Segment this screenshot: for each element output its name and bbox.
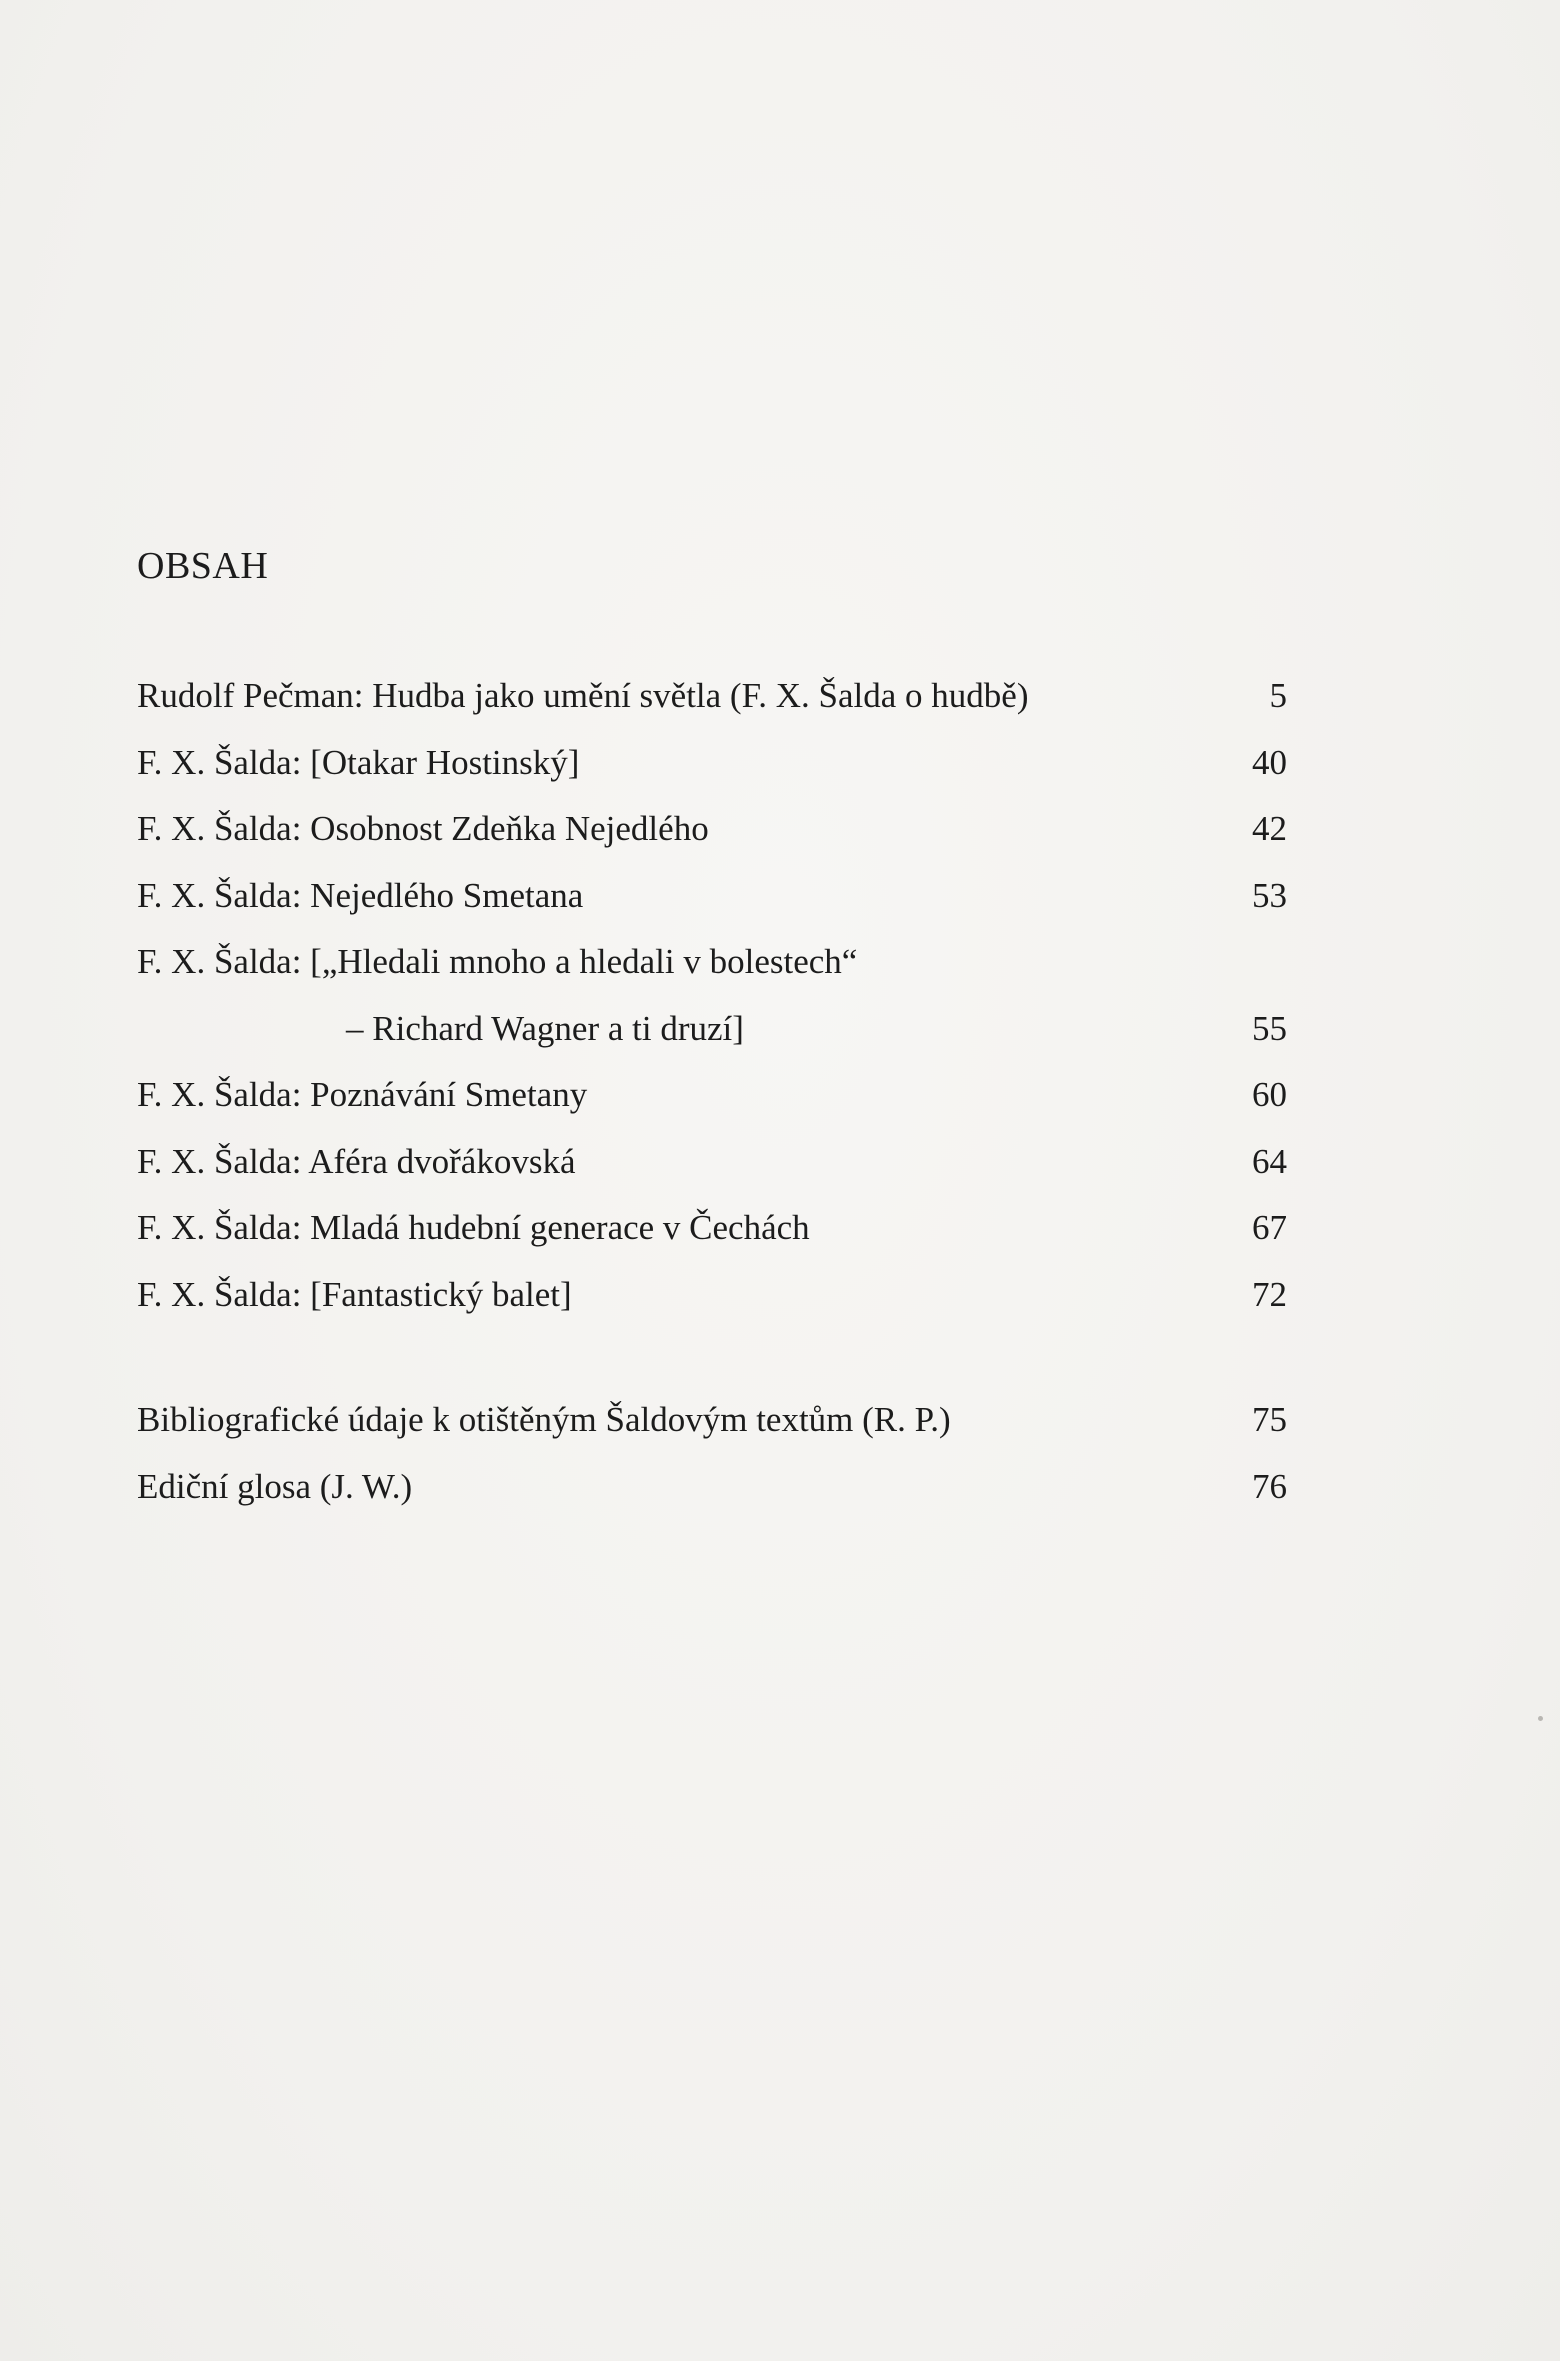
toc-entry-page: 64 (1252, 1141, 1287, 1181)
toc-entry-page: 42 (1252, 809, 1287, 848)
toc-entry-title: F. X. Šalda: [Otakar Hostinský] (137, 742, 580, 782)
toc-entry-title: F. X. Šalda: [„Hledali mnoho a hledali v bolestech“ (137, 942, 858, 981)
toc-entry (137, 1461, 1287, 1528)
toc-entry-title: – Richard Wagner a ti druzí] (346, 1008, 744, 1048)
toc-entry-title: F. X. Šalda: Osobnost Zdeňka Nejedlého (137, 809, 709, 848)
toc-entry-title: F. X. Šalda: Aféra dvořákovská (137, 1141, 576, 1181)
toc-entry-page: 55 (1252, 1008, 1287, 1048)
toc-entry (137, 803, 1287, 870)
toc-entry-title: F. X. Šalda: Poznávání Smetany (137, 1075, 588, 1114)
toc-entry-title: F. X. Šalda: Mladá hudební generace v Čechách (137, 1208, 810, 1247)
toc-entry-title: Bibliografické údaje k otištěným Šaldovým textům (R. P.) (137, 1400, 951, 1439)
toc-entry-title: F. X. Šalda: [Fantastický balet] (137, 1274, 572, 1314)
toc-entry (137, 1069, 1287, 1136)
toc-entry (137, 1202, 1287, 1269)
toc-entry (137, 1136, 1287, 1203)
toc-entry (137, 1269, 1287, 1336)
toc-entry-page: 67 (1252, 1208, 1287, 1247)
toc-entry-title: F. X. Šalda: Nejedlého Smetana (137, 875, 584, 915)
toc-entry (137, 870, 1287, 937)
toc-list (137, 670, 1287, 1335)
toc-entry (137, 670, 1287, 737)
toc-entry (137, 737, 1287, 804)
paper-speck (1538, 1716, 1543, 1721)
toc-entry-page: 76 (1252, 1466, 1287, 1506)
toc-entry-page: 53 (1252, 875, 1287, 915)
toc-entry-page: 72 (1252, 1274, 1287, 1314)
toc-entry-continuation (137, 1003, 1287, 1070)
toc-entry-title: Ediční glosa (J. W.) (137, 1466, 413, 1506)
toc-entry-page: 5 (1269, 676, 1287, 715)
toc-entry-page: 60 (1252, 1075, 1287, 1114)
toc-entry-page: 40 (1252, 742, 1287, 782)
toc-entry (137, 1394, 1287, 1461)
toc-back-matter-list (137, 1394, 1287, 1527)
toc-entry (137, 936, 1287, 1003)
toc-entry-page: 75 (1252, 1400, 1287, 1439)
toc-heading: OBSAH (137, 545, 269, 587)
toc-entry-title: Rudolf Pečman: Hudba jako umění světla (F. X. Šalda o hudbě) (137, 676, 1029, 715)
